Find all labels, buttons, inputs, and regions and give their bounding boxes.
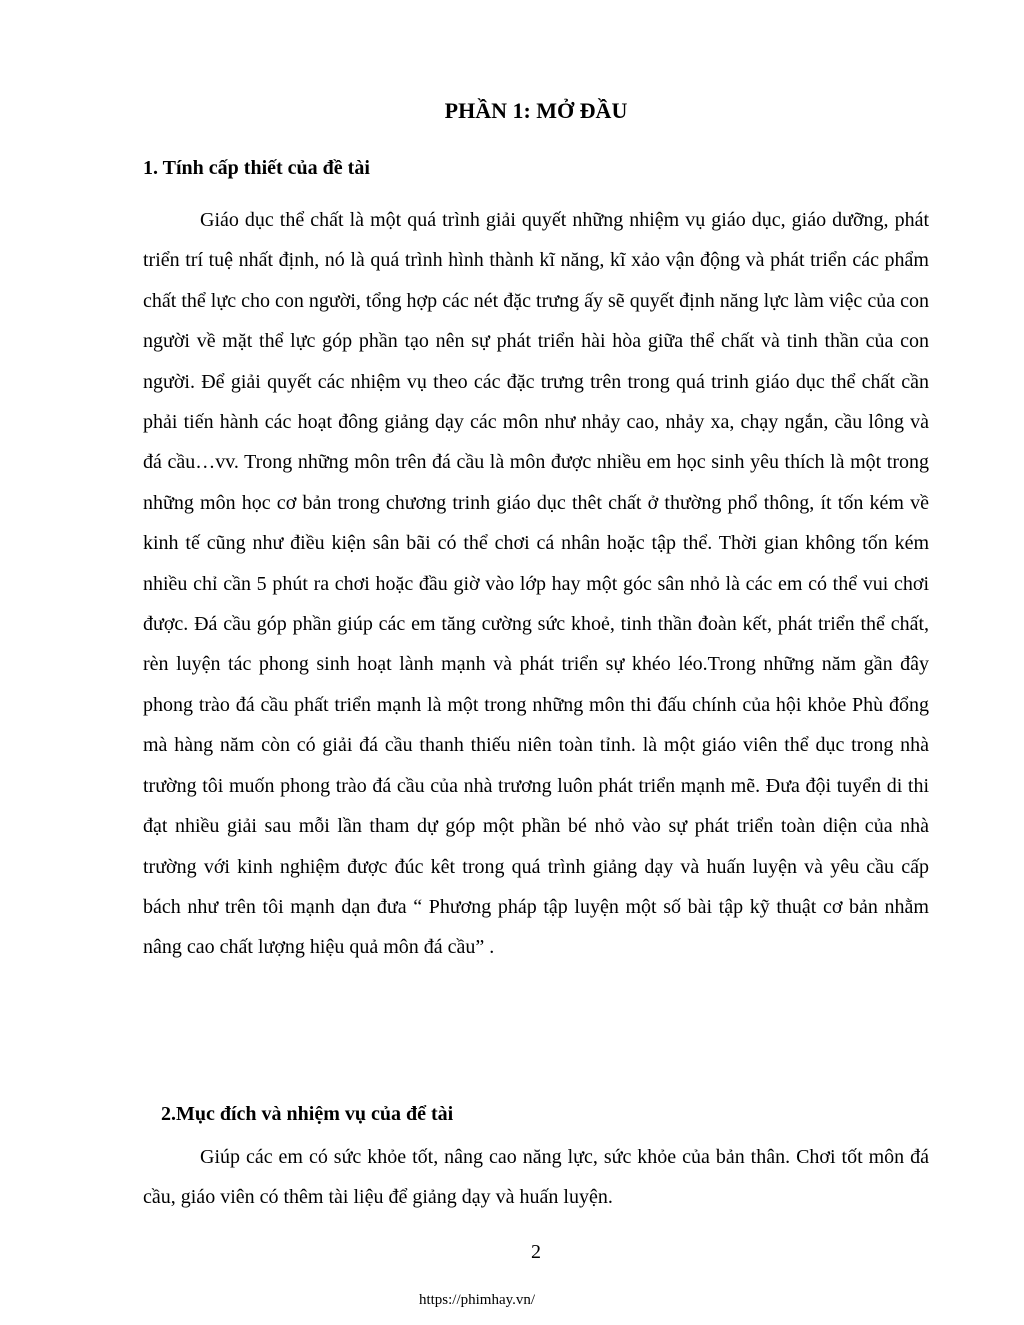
section-1-paragraph: Giáo dục thể chất là một quá trình giải quyết những nhiệm vụ giáo dục, giáo dưỡng, phát triển trí tuệ nhất định, nó là quá trình hình thành kĩ năng, kĩ xảo vận động và phát triển các phẩm chất thể lực cho con người, tổng hợp các nét đặc trưng ấy sẽ quyết định năng lực làm việc của con người về mặt thể lực góp phần tạo nên sự phát triển hài hòa giữa thể chất và tinh thần của con người. Để giải quyết các nhiệm vụ theo các đặc trưng trên trong quá trinh giáo dục thể chất cần phải tiến hành các hoạt đông giảng dạy các môn như nhảy cao, nhảy xa, chạy ngắn, cầu lông và đá cầu…vv. Trong những môn trên đá cầu là môn được nhiều em học sinh yêu thích là một trong những môn học cơ bản trong chương trinh giáo dục thêt chất ở thường phổ thông, ít tốn kém về kinh tế cũng như điều kiện sân bãi có thể chơi cá nhân hoặc tập thể. Thời gian không tốn kém nhiều chỉ cần 5 phút ra chơi hoặc đầu giờ vào lớp hay một góc sân nhỏ là các em có thể vui chơi được. Đá cầu góp phần giúp các em tăng cường sức khoẻ, tinh thần đoàn kết, phát triển thể chất, rèn luyện tác phong sinh hoạt lành mạnh và phát triển sự khéo léo.Trong những năm gần đây phong trào đá cầu phất triển mạnh là một trong những môn thi đấu chính của hội khỏe Phù đổng mà hàng năm còn có giải đá cầu thanh thiếu niên toàn tỉnh. là một giáo viên thể dục trong nhà trường tôi muốn phong trào đá cầu của nhà trương luôn phát triển mạnh mẽ. Đưa đội tuyển di thi đạt nhiều giải sau mỗi lần tham dự góp một phần bé nhỏ vào sự phát triển toàn diện của nhà trường với kinh nghiệm được đúc kêt trong quá trình giảng dạy và huấn luyện và yêu cầu cấp bách như trên tôi mạnh dạn đưa “ Phương pháp tập luyện một số bài tập kỹ thuật cơ bản nhằm nâng cao chất lượng hiệu quả môn đá cầu” . [143,209,929,959]
section-1-heading: 1. Tính cấp thiết của đề tài [143,157,370,179]
section-2-paragraph: Giúp các em có sức khỏe tốt, nâng cao năng lực, sức khỏe của bản thân. Chơi tốt môn đá cầu, giáo viên có thêm tài liệu để giảng dạy và huấn luyện. [143,1146,929,1209]
footer-url[interactable]: https://phimhay.vn/ [418,1292,536,1308]
section-2-heading: 2.Mục đích và nhiệm vụ của để tài [161,1103,454,1125]
page-number: 2 [531,1241,541,1263]
page-title: PHẦN 1: MỞ ĐẦU [444,98,628,123]
